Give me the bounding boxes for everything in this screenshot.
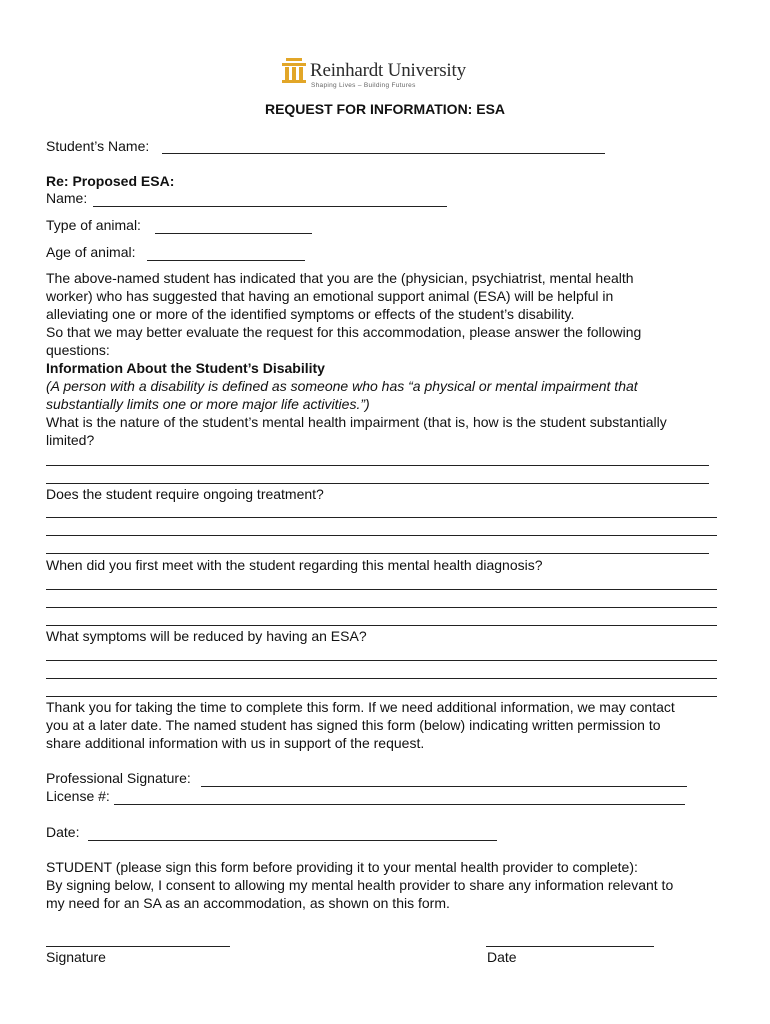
intro-line: alleviating one or more of the identified symptoms or effects of the student’s disability. bbox=[46, 306, 575, 322]
license-number-label: License #: bbox=[46, 788, 110, 804]
logo-tagline: Shaping Lives – Building Futures bbox=[311, 82, 416, 89]
student-name-field[interactable] bbox=[162, 153, 605, 154]
esa-name-label: Name: bbox=[46, 190, 88, 206]
answer-line[interactable] bbox=[46, 625, 717, 626]
university-logo bbox=[282, 56, 482, 92]
student-section-line: my need for an SA as an accommodation, as shown on this form. bbox=[46, 895, 450, 911]
closing-line: share additional information with us in support of the request. bbox=[46, 735, 425, 751]
answer-line[interactable] bbox=[46, 517, 717, 518]
student-date-label: Date bbox=[487, 949, 517, 965]
intro-line: questions: bbox=[46, 342, 110, 358]
question-impairment-line: limited? bbox=[46, 432, 95, 448]
professional-date-label: Date: bbox=[46, 824, 80, 840]
question-impairment-line: What is the nature of the student’s mental health impairment (that is, how is the student substantially bbox=[46, 414, 667, 430]
student-name-label: Student’s Name: bbox=[46, 138, 150, 154]
answer-line[interactable] bbox=[46, 678, 717, 679]
student-signature-field[interactable] bbox=[46, 946, 230, 947]
esa-name-field[interactable] bbox=[93, 206, 447, 207]
answer-line[interactable] bbox=[46, 465, 709, 466]
intro-line: The above-named student has indicated that you are the (physician, psychiatrist, mental health bbox=[46, 270, 634, 286]
answer-line[interactable] bbox=[46, 535, 717, 536]
answer-line[interactable] bbox=[46, 607, 717, 608]
column-logo-icon bbox=[282, 58, 306, 84]
closing-line: Thank you for taking the time to complete this form. If we need additional information, we may contact bbox=[46, 699, 675, 715]
intro-line: So that we may better evaluate the request for this accommodation, please answer the following bbox=[46, 324, 642, 340]
animal-type-field[interactable] bbox=[155, 233, 312, 234]
animal-type-label: Type of animal: bbox=[46, 217, 141, 233]
answer-line[interactable] bbox=[46, 696, 717, 697]
student-signature-label: Signature bbox=[46, 949, 106, 965]
answer-line[interactable] bbox=[46, 589, 717, 590]
question-ongoing-treatment: Does the student require ongoing treatment? bbox=[46, 486, 324, 502]
disability-definition-line: (A person with a disability is defined as someone who has “a physical or mental impairment that bbox=[46, 378, 638, 394]
answer-line[interactable] bbox=[46, 660, 717, 661]
disability-definition-line: substantially limits one or more major life activities.”) bbox=[46, 396, 370, 412]
answer-line[interactable] bbox=[46, 483, 709, 484]
student-date-field[interactable] bbox=[486, 946, 654, 947]
animal-age-label: Age of animal: bbox=[46, 244, 136, 260]
professional-date-field[interactable] bbox=[88, 840, 497, 841]
student-section-line: By signing below, I consent to allowing my mental health provider to share any information relevant to bbox=[46, 877, 674, 893]
student-section-line: STUDENT (please sign this form before providing it to your mental health provider to complete): bbox=[46, 859, 638, 875]
intro-line: worker) who has suggested that having an emotional support animal (ESA) will be helpful in bbox=[46, 288, 614, 304]
professional-signature-field[interactable] bbox=[201, 786, 687, 787]
professional-signature-label: Professional Signature: bbox=[46, 770, 191, 786]
logo-university-name: Reinhardt University bbox=[310, 60, 466, 81]
form-title: REQUEST FOR INFORMATION: ESA bbox=[264, 101, 506, 117]
disability-section-heading: Information About the Student’s Disability bbox=[46, 360, 325, 376]
re-proposed-esa-heading: Re: Proposed ESA: bbox=[46, 173, 175, 189]
question-symptoms-reduced: What symptoms will be reduced by having an ESA? bbox=[46, 628, 367, 644]
license-number-field[interactable] bbox=[114, 804, 685, 805]
answer-line[interactable] bbox=[46, 553, 709, 554]
animal-age-field[interactable] bbox=[147, 260, 305, 261]
question-first-meeting: When did you first meet with the student regarding this mental health diagnosis? bbox=[46, 557, 543, 573]
closing-line: you at a later date. The named student has signed this form (below) indicating written permission to bbox=[46, 717, 661, 733]
